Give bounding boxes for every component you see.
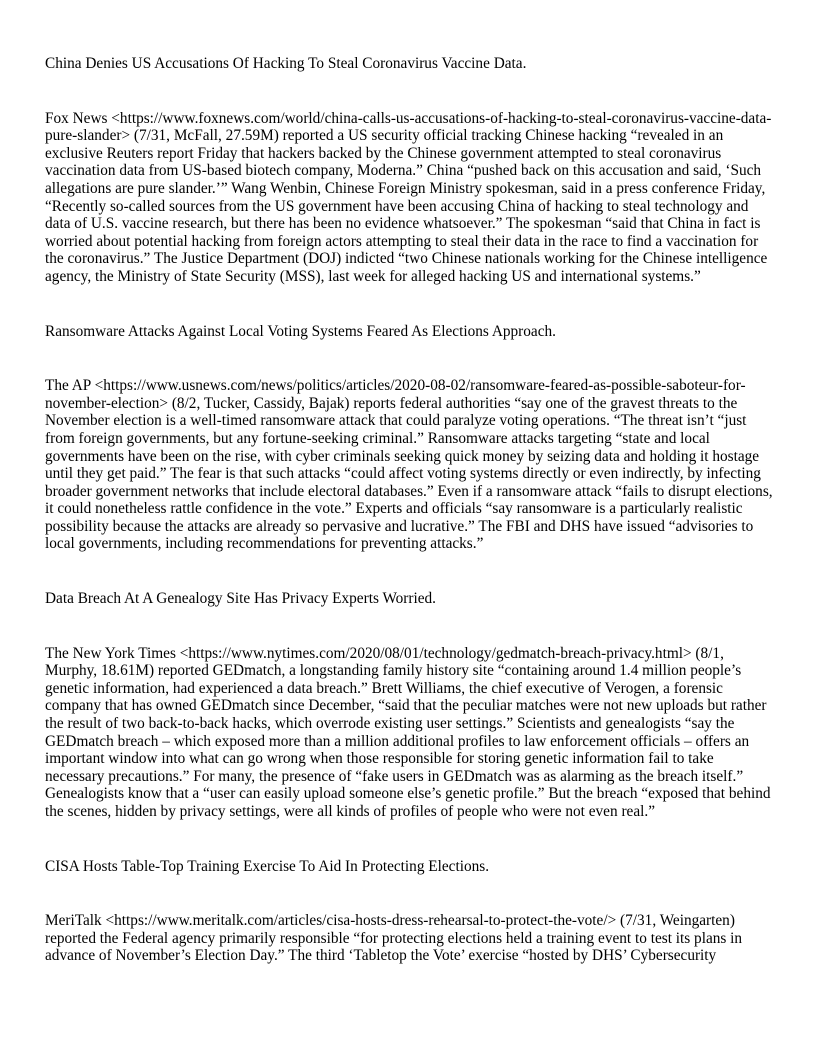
article-headline: Ransomware Attacks Against Local Voting Systems Feared As Elections Approach. [45,322,556,340]
article [45,55,775,323]
article-headline: Data Breach At A Genealogy Site Has Privacy Experts Worried. [45,590,437,608]
article [45,858,775,965]
article-body: The New York Times <https://www.nytimes.com/2020/08/01/technology/gedmatch-breach-privacy.html> (8/1, Murphy, 18.61M) reported GEDmatch, a longstanding family history site “containing around 1.4 million people’s genetic information, had experienced a data breach.” Brett Williams, the chief executive of Verogen, a forensic company that has owned GEDmatch since December, “said that the peculiar matches were not new uploads but rather the result of two back-to-back hacks, which overrode existing user settings.” Scientists and genealogists “say the GEDmatch breach – which exposed more than a million additional profiles to law enforcement officials – offers an important window into what can go wrong when those responsible for storing genetic information fail to take necessary precautions.” For many, the presence of “fake users in GEDmatch was as alarming as the breach itself.” Genealogists know that a “user can easily upload someone else’s genetic profile.” But the breach “exposed that behind the scenes, hidden by privacy settings, were all kinds of profiles of people who were not even real.” [45,644,771,820]
article [45,590,775,858]
document-page [45,55,775,965]
article-body: MeriTalk <https://www.meritalk.com/articles/cisa-hosts-dress-rehearsal-to-protect-the-vote/> (7/31, Weingarten) reported the Federal agency primarily responsible “for protecting elections held a training event to test its plans in advance of November’s Election Day.” The third ‘Tabletop the Vote’ exercise “hosted by DHS’ Cybersecurity [45,912,743,965]
article-headline: China Denies US Accusations Of Hacking To Steal Coronavirus Vaccine Data. [45,55,527,72]
article-body: The AP <https://www.usnews.com/news/politics/articles/2020-08-02/ransomware-feared-as-possible-saboteur-for-november-election> (8/2, Tucker, Cassidy, Bajak) reports federal authorities “say one of the gravest threats to the November election is a well-timed ransomware attack that could paralyze voting operations. “The threat isn’t “just from foreign governments, but any fortune-seeking criminal.” Ransomware attacks targeting “state and local governments have been on the rise, with cyber criminals seeking quick money by seizing data and holding it hostage until they get paid.” The fear is that such attacks “could affect voting systems directly or even indirectly, by infecting broader government networks that include electoral databases.” Even if a ransomware attack “fails to disrupt elections, it could nonetheless rattle confidence in the vote.” Experts and officials “say ransomware is a particularly realistic possibility because the attacks are already so pervasive and lucrative.” The FBI and DHS have issued “advisories to local governments, including recommendations for preventing attacks.” [45,377,773,553]
article-body: Fox News <https://www.foxnews.com/world/china-calls-us-accusations-of-hacking-to-steal-coronavirus-vaccine-data-pure-slander> (7/31, McFall, 27.59M) reported a US security official tracking Chinese hacking “revealed in an exclusive Reuters report Friday that hackers backed by the Chinese government attempted to steal coronavirus vaccination data from US-based biotech company, Moderna.” China “pushed back on this accusation and said, ‘Such allegations are pure slander.’” Wang Wenbin, Chinese Foreign Ministry spokesman, said in a press conference Friday, “Recently so-called sources from the US government have been accusing China of hacking to steal technology and data of U.S. vaccine research, but there has been no evidence whatsoever.” The spokesman “said that China in fact is worried about potential hacking from foreign actors attempting to steal their data in the race to find a vaccination for the coronavirus.” The Justice Department (DOJ) indicted “two Chinese nationals working for the Chinese intelligence agency, the Ministry of State Security (MSS), last week for alleged hacking US and international systems.” [45,109,772,285]
article-headline: CISA Hosts Table-Top Training Exercise To Aid In Protecting Elections. [45,857,490,875]
article [45,323,775,591]
